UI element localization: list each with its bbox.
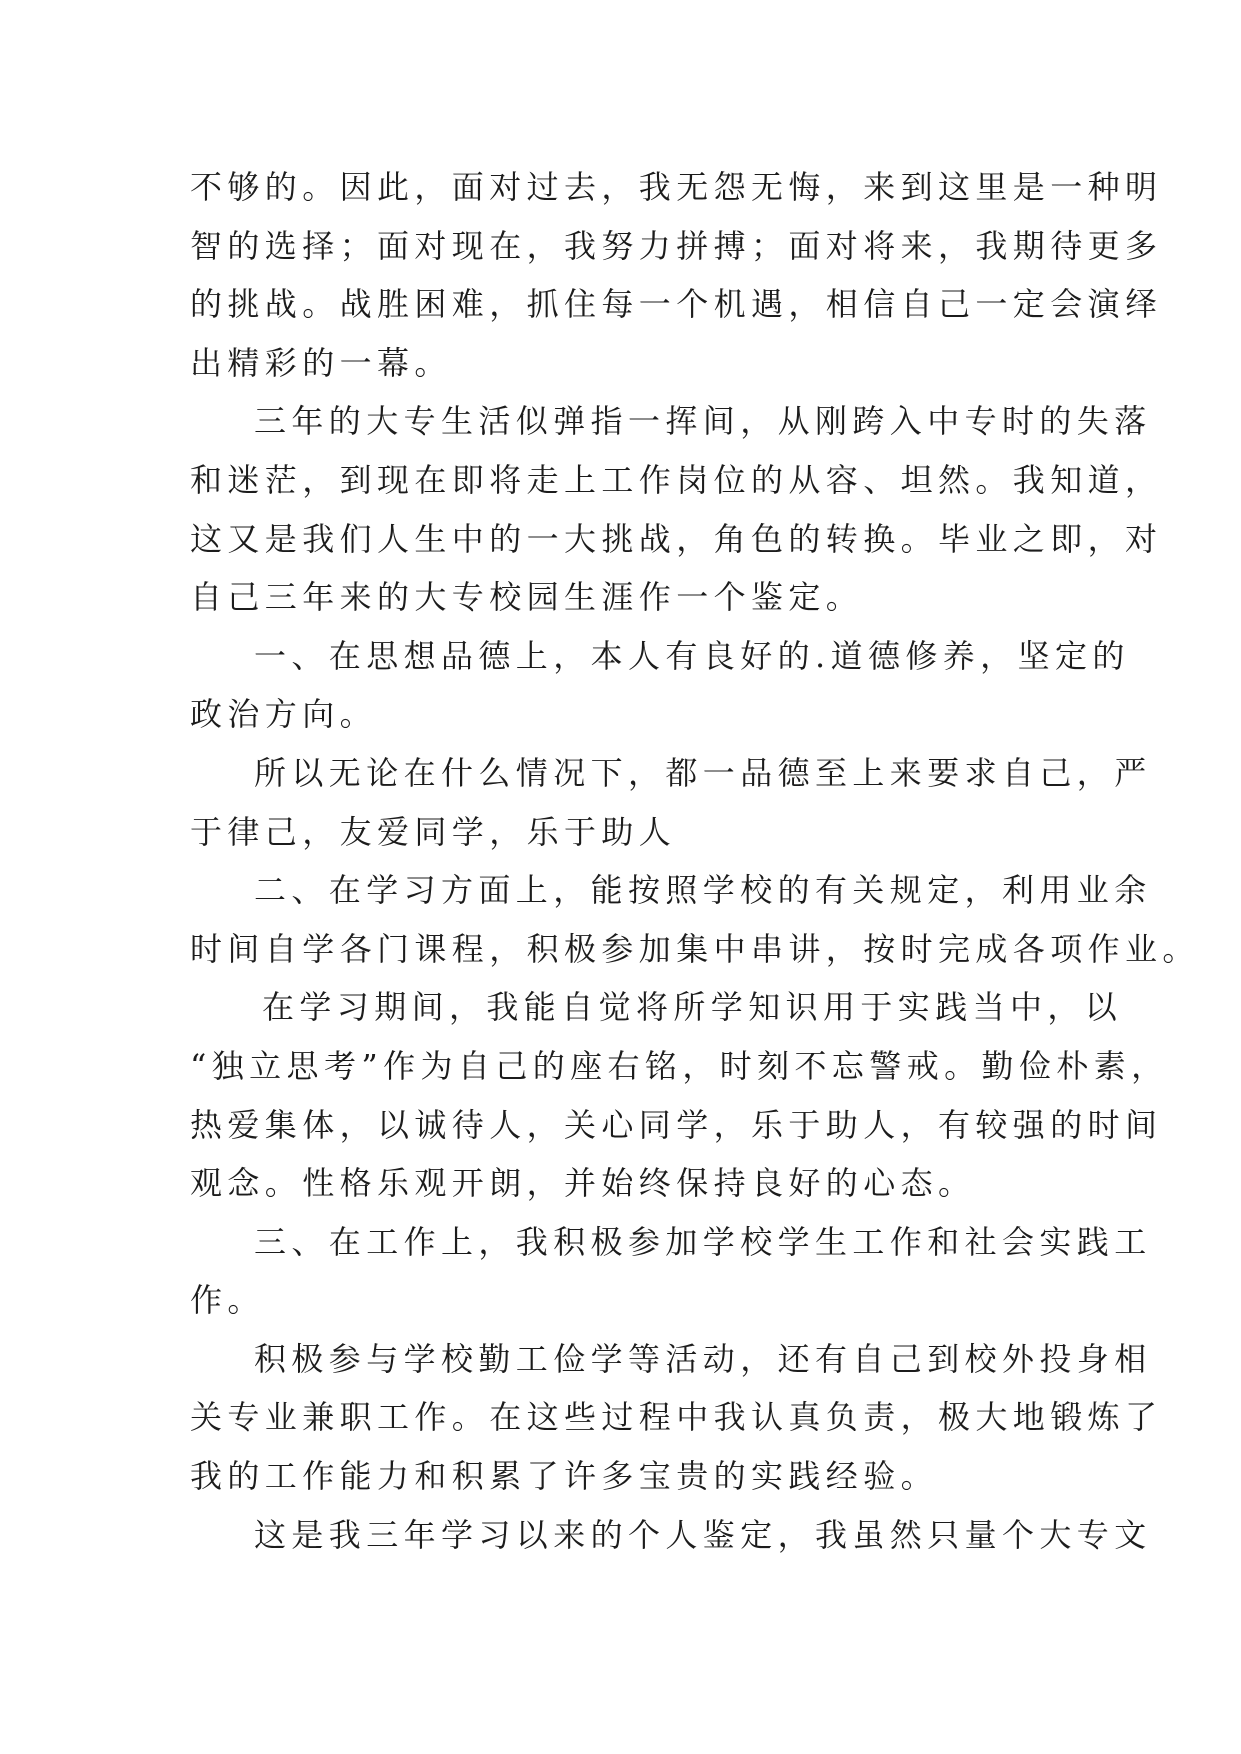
text-line: 的挑战。战胜困难，抓住每一个机遇，相信自己一定会演绎 bbox=[190, 285, 1163, 324]
text-line: 于律己，友爱同学，乐于助人 bbox=[190, 812, 677, 851]
text-line: 自己三年来的大专校园生涯作一个鉴定。 bbox=[190, 578, 864, 617]
document-body bbox=[190, 158, 1200, 1564]
text-line: 积极参与学校勤工俭学等活动，还有自己到校外投身相 bbox=[254, 1339, 1152, 1378]
text-line: 不够的。因此，面对过去，我无怨无悔，来到这里是一种明 bbox=[190, 168, 1163, 206]
text-line: 三、在工作上，我积极参加学校学生工作和社会实践工 bbox=[254, 1222, 1152, 1261]
text-line: 我的工作能力和积累了许多宝贵的实践经验。 bbox=[190, 1457, 939, 1496]
text-line: 时间自学各门课程，积极参加集中串讲，按时完成各项作业。 bbox=[190, 929, 1200, 968]
text-line: “独立思考”作为自己的座右铭，时刻不忘警戒。勤俭朴素， bbox=[190, 1046, 1169, 1085]
text-line: 所以无论在什么情况下，都一品德至上来要求自己，严 bbox=[254, 753, 1152, 792]
text-line: 作。 bbox=[190, 1281, 265, 1320]
text-line: 这又是我们人生中的一大挑战，角色的转换。毕业之即，对 bbox=[190, 519, 1163, 558]
text-line: 在学习期间，我能自觉将所学知识用于实践当中，以 bbox=[262, 988, 1123, 1027]
text-line: 三年的大专生活似弹指一挥间，从刚跨入中专时的失落 bbox=[254, 402, 1152, 441]
text-line: 一、在思想品德上，本人有良好的.道德修养，坚定的 bbox=[254, 636, 1130, 675]
text-line: 二、在学习方面上，能按照学校的有关规定，利用业余 bbox=[254, 871, 1152, 910]
text-line: 和迷茫，到现在即将走上工作岗位的从容、坦然。我知道， bbox=[190, 460, 1163, 499]
text-line: 这是我三年学习以来的个人鉴定，我虽然只量个大专文 bbox=[254, 1515, 1152, 1554]
text-line: 观念。性格乐观开朗，并始终保持良好的心态。 bbox=[190, 1164, 976, 1203]
text-line: 智的选择；面对现在，我努力拼搏；面对将来，我期待更多 bbox=[190, 226, 1163, 265]
text-line: 出精彩的一幕。 bbox=[190, 343, 452, 382]
text-line: 政治方向。 bbox=[190, 695, 378, 734]
text-line: 关专业兼职工作。在这些过程中我认真负责，极大地锻炼了 bbox=[190, 1398, 1163, 1437]
text-line: 热爱集体，以诚待人，关心同学，乐于助人，有较强的时间 bbox=[190, 1105, 1163, 1144]
